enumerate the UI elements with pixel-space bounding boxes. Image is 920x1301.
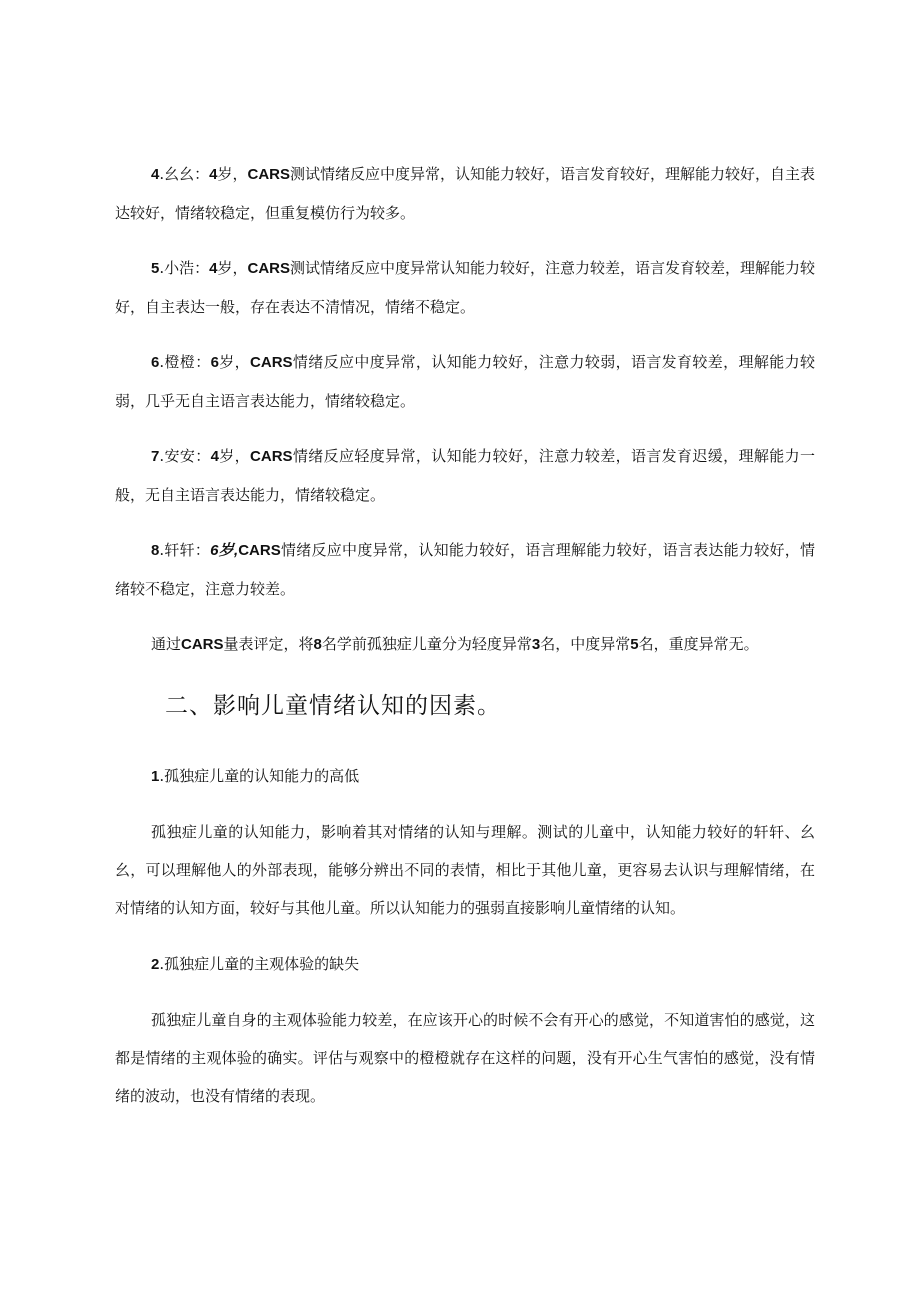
moderate-count: 5 bbox=[630, 636, 639, 653]
summary-prefix: 通过 bbox=[151, 635, 182, 653]
child-name: .橙橙： bbox=[159, 353, 211, 371]
child-age: 4 bbox=[209, 260, 218, 277]
child-name: .幺幺： bbox=[159, 165, 210, 183]
summary-suffix: 名，重度异常无。 bbox=[638, 635, 759, 653]
age-unit: 岁， bbox=[218, 353, 251, 371]
item-text: 情绪反应中度异常，认知能力较好，注意力较弱，语言发育较差，理解能力较弱，几乎无自主语言表达能力，情绪较稳定。 bbox=[115, 353, 815, 410]
cars-label: CARS bbox=[247, 260, 290, 277]
item-8 bbox=[115, 531, 815, 608]
child-name: .安安： bbox=[159, 447, 211, 465]
age-unit: 岁， bbox=[217, 259, 248, 277]
summary-mid2: 名学前孤独症儿童分为轻度异常 bbox=[321, 635, 532, 653]
subsection-number: 2 bbox=[151, 956, 160, 973]
cars-label: CARS bbox=[181, 636, 224, 653]
subsection-body-1: 孤独症儿童的认知能力，影响着其对情绪的认知与理解。测试的儿童中，认知能力较好的轩轩、幺幺，可以理解他人的外部表现，能够分辨出不同的表情，相比于其他儿童，更容易去认识与理解情绪，在对情绪的认知方面，较好与其他儿童。所以认知能力的强弱直接影响儿童情绪的认知。 bbox=[115, 823, 815, 917]
subsection-title-2 bbox=[115, 945, 815, 984]
subsection-body-2: 孤独症儿童自身的主观体验能力较差，在应该开心的时候不会有开心的感觉，不知道害怕的感觉，这都是情绪的主观体验的确实。评估与观察中的橙橙就存在这样的问题，没有开心生气害怕的感觉，没有情绪的波动，也没有情绪的表现。 bbox=[115, 1011, 815, 1105]
cars-label: CARS bbox=[250, 354, 293, 371]
item-number: 4 bbox=[151, 166, 160, 183]
item-6 bbox=[115, 343, 815, 420]
child-age: 6岁, bbox=[210, 542, 239, 559]
age-unit: 岁， bbox=[218, 447, 251, 465]
age-unit: 岁， bbox=[217, 165, 248, 183]
item-number: 5 bbox=[151, 260, 160, 277]
item-number: 8 bbox=[151, 542, 160, 559]
child-age: 4 bbox=[209, 166, 218, 183]
subsection-title: .孤独症儿童的认知能力的高低 bbox=[159, 767, 360, 785]
item-number: 6 bbox=[151, 354, 160, 371]
item-number: 7 bbox=[151, 448, 160, 465]
summary-mid1: 量表评定，将 bbox=[223, 635, 314, 653]
item-text: 情绪反应轻度异常，认知能力较好，注意力较差，语言发育迟缓，理解能力一般，无自主语言表达能力，情绪较稳定。 bbox=[115, 447, 815, 504]
item-4 bbox=[115, 155, 815, 232]
child-name: .轩轩： bbox=[159, 541, 211, 559]
summary-paragraph bbox=[115, 625, 815, 664]
cars-label: CARS bbox=[247, 166, 290, 183]
summary-mid3: 名，中度异常 bbox=[540, 635, 631, 653]
mild-count: 3 bbox=[531, 636, 541, 653]
subsection-title: .孤独症儿童的主观体验的缺失 bbox=[159, 955, 360, 973]
item-text: 测试情绪反应中度异常认知能力较好，注意力较差，语言发育较差，理解能力较好，自主表达一般，存在表达不清情况，情绪不稳定。 bbox=[115, 259, 816, 316]
child-age: 6 bbox=[210, 354, 219, 371]
total-count: 8 bbox=[313, 636, 322, 653]
subsection-number: 1 bbox=[151, 768, 160, 785]
child-name: .小浩： bbox=[159, 259, 210, 277]
cars-label: CARS bbox=[250, 448, 293, 465]
item-text: 测试情绪反应中度异常，认知能力较好，语言发育较好，理解能力较好，自主表达较好，情绪较稳定，但重复模仿行为较多。 bbox=[115, 165, 816, 222]
subsection-title-1 bbox=[115, 757, 815, 796]
section-heading: 二、影响儿童情绪认知的因素。 bbox=[165, 693, 501, 719]
item-7 bbox=[115, 437, 815, 514]
item-5 bbox=[115, 249, 815, 326]
cars-label: CARS bbox=[238, 542, 281, 559]
child-age: 4 bbox=[210, 448, 219, 465]
item-text: 情绪反应中度异常，认知能力较好，语言理解能力较好，语言表达能力较好，情绪较不稳定，注意力较差。 bbox=[115, 541, 815, 598]
